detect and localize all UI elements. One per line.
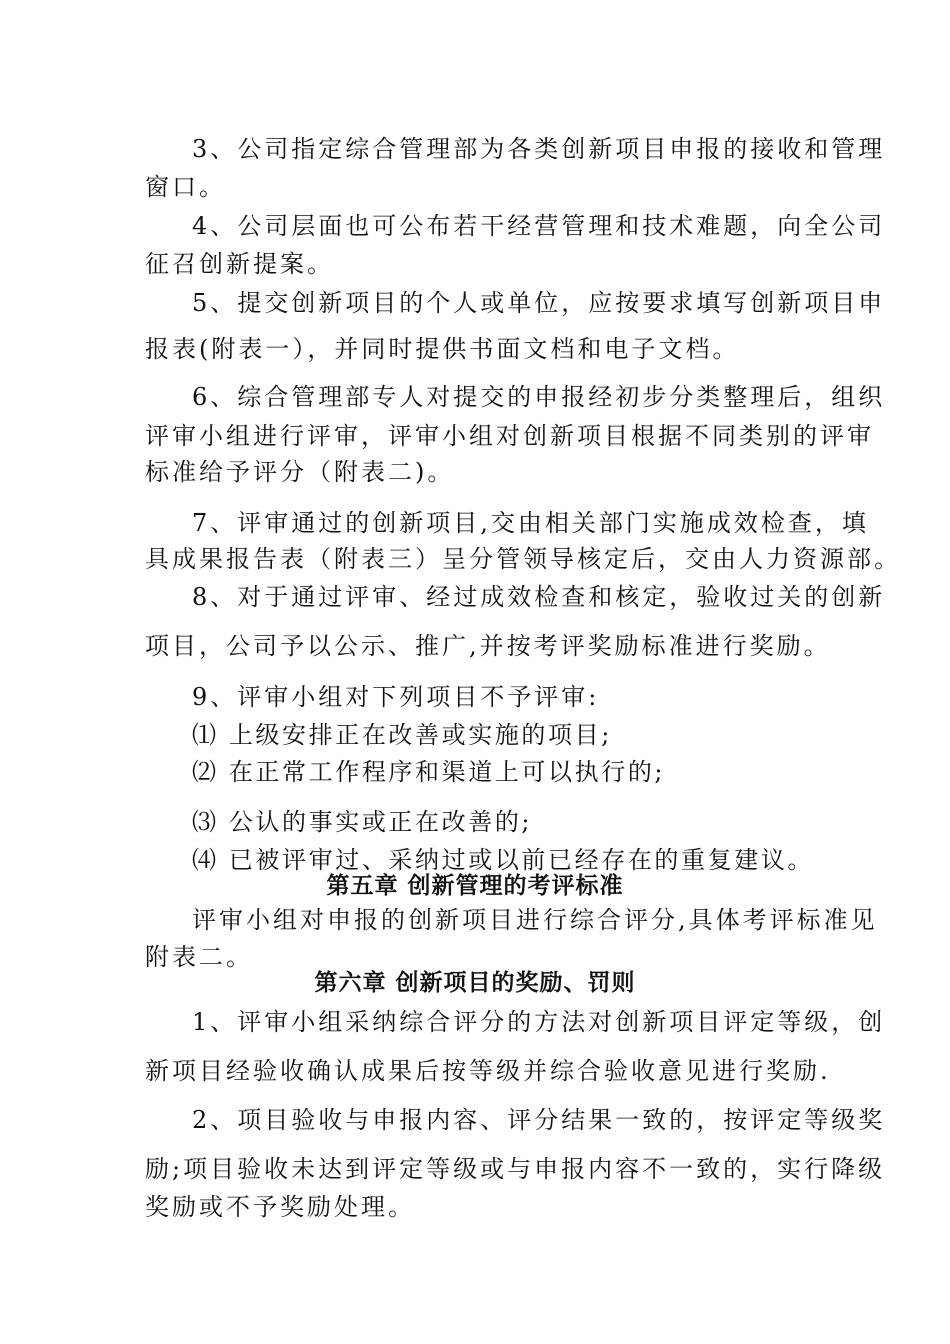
paragraph-6-line-2: 评审小组进行评审，评审小组对创新项目根据不同类别的评审 [145, 422, 874, 450]
paragraph-6-line-3: 标准给予评分（附表二)。 [145, 458, 455, 486]
paragraph-5-line-1: 5、提交创新项目的个人或单位，应按要求填写创新项目申 [192, 289, 886, 317]
paragraph-4-line-2: 征召创新提案。 [145, 250, 334, 278]
paragraph-5-line-2: 报表(附表一），并同时提供书面文档和电子文档。 [145, 335, 740, 363]
chapter-6-item-2-line-2: 励;项目验收未达到评定等级或与申报内容不一致的，实行降级 [145, 1155, 886, 1183]
paragraph-7-line-1: 7、评审通过的创新项目,交由相关部门实施成效检查，填 [192, 509, 869, 537]
exclusion-item-4: ⑷ 已被评审过、采纳过或以前已经存在的重复建议。 [192, 846, 815, 874]
paragraph-9-line-1: 9、评审小组对下列项目不予评审: [192, 683, 600, 711]
paragraph-4-line-1: 4、公司层面也可公布若干经营管理和技术难题，向全公司 [192, 212, 886, 240]
exclusion-item-1: ⑴ 上级安排正在改善或实施的项目; [192, 721, 612, 749]
chapter-5-body-line-1: 评审小组对申报的创新项目进行综合评分,具体考评标准见 [192, 906, 878, 934]
paragraph-3-line-2: 窗口。 [145, 173, 226, 201]
chapter-6-item-1-line-2: 新项目经验收确认成果后按等级并综合验收意见进行奖励. [145, 1057, 831, 1085]
chapter-6-item-2-line-1: 2、项目验收与申报内容、评分结果一致的，按评定等级奖 [192, 1106, 886, 1134]
paragraph-8-line-2: 项目，公司予以公示、推广,并按考评奖励标准进行奖励。 [145, 632, 831, 660]
chapter-6-item-2-line-3: 奖励或不予奖励处理。 [145, 1193, 415, 1221]
exclusion-item-2: ⑵ 在正常工作程序和渠道上可以执行的; [192, 758, 666, 786]
chapter-5-heading: 第五章 创新管理的考评标准 [326, 872, 624, 899]
exclusion-item-3: ⑶ 公认的事实或正在改善的; [192, 808, 533, 836]
chapter-6-heading: 第六章 创新项目的奖励、罚则 [314, 969, 636, 996]
chapter-6-item-1-line-1: 1、评审小组采纳综合评分的方法对创新项目评定等级，创 [192, 1008, 886, 1036]
chapter-5-body-line-2: 附表二。 [145, 943, 253, 971]
paragraph-8-line-1: 8、对于通过评审、经过成效检查和核定，验收过关的创新 [192, 583, 886, 611]
paragraph-7-line-2: 具成果报告表（附表三）呈分管领导核定后，交由人力资源部。 [145, 545, 901, 573]
paragraph-3-line-1: 3、公司指定综合管理部为各类创新项目申报的接收和管理 [192, 135, 886, 163]
paragraph-6-line-1: 6、综合管理部专人对提交的申报经初步分类整理后，组织 [192, 383, 886, 411]
